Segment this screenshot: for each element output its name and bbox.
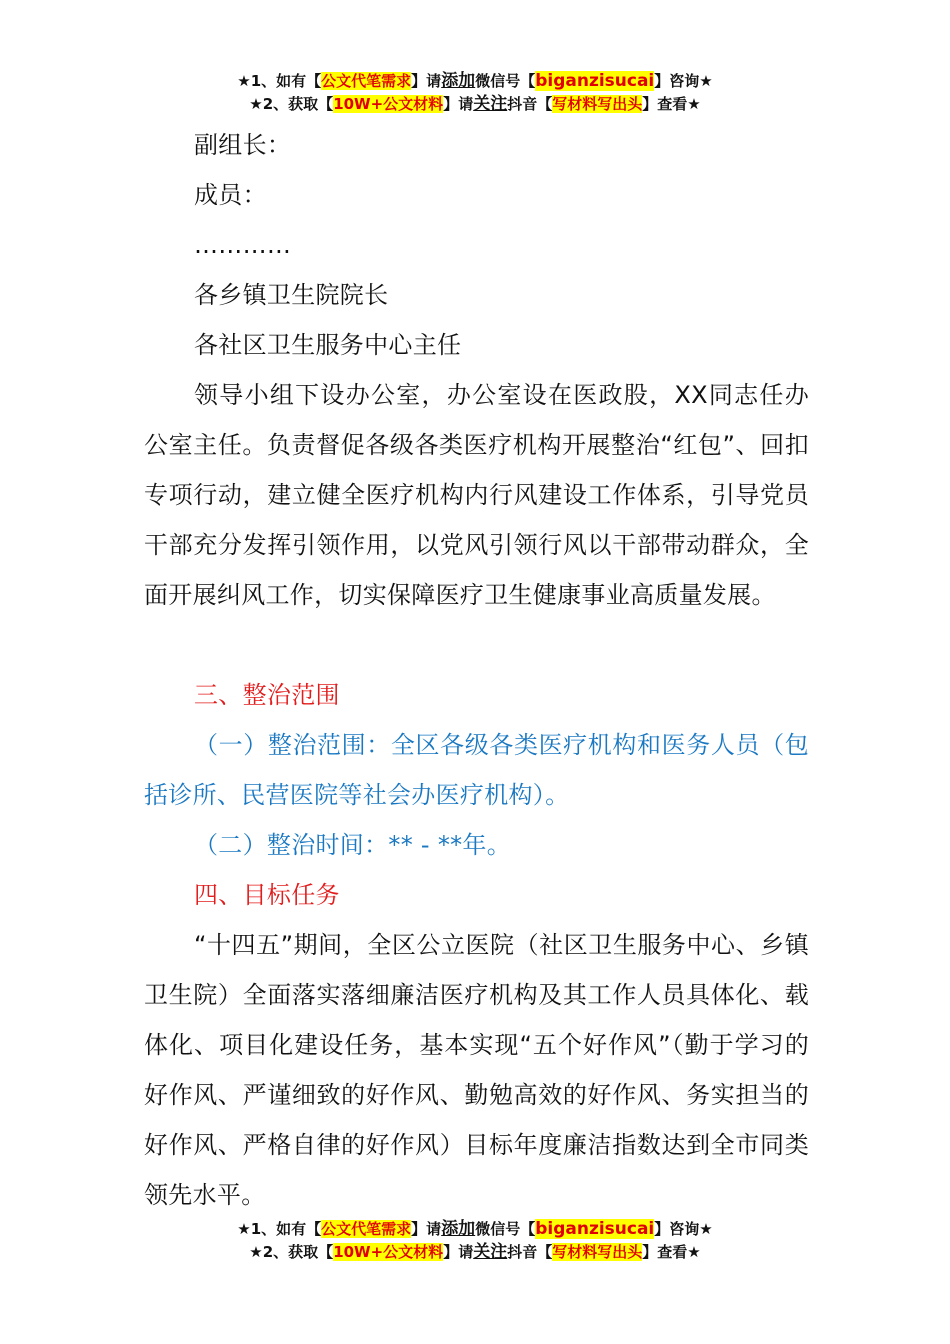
banner-text: 微信号【 [475, 72, 536, 90]
banner-text: 微信号【 [475, 1220, 536, 1238]
banner-highlight: 写材料写出头 [552, 95, 643, 113]
banner-text: 】查看★ [642, 1243, 701, 1261]
line-township-heads: 各乡镇卫生院院长 [194, 281, 389, 309]
banner-text: 】请 [411, 1220, 442, 1238]
banner-underlined: 关注 [473, 94, 508, 114]
banner-underlined: 添加 [441, 1219, 476, 1239]
line-community-heads: 各社区卫生服务中心主任 [194, 331, 462, 359]
banner-highlight: 公文代笔需求 [321, 72, 412, 90]
line-ellipsis: ………… [194, 231, 292, 259]
subheading-time: （二）整治时间：** - **年。 [194, 831, 512, 859]
banner-text: ★2、获取【 [249, 1243, 334, 1261]
banner-line-2 [0, 93, 950, 116]
top-banner [0, 70, 950, 116]
heading-goals: 四、目标任务 [194, 881, 340, 909]
banner-text: 】咨询★ [654, 72, 713, 90]
subheading-scope: （一）整治范围：全区各级各类医疗机构和医务人员（包括诊所、民营医院等社会办医疗机构）。 [144, 731, 809, 809]
banner-text: ★1、如有【 [237, 72, 322, 90]
line-members: 成员： [194, 181, 267, 209]
line-deputy-leader: 副组长： [194, 131, 292, 159]
banner-underlined: 关注 [473, 1242, 508, 1262]
banner-highlight: 10W+公文材料 [333, 95, 444, 113]
banner-text: 抖音【 [507, 95, 553, 113]
banner-underlined: 添加 [441, 71, 476, 91]
banner-text: 抖音【 [507, 1243, 553, 1261]
banner-text: 】请 [411, 72, 442, 90]
banner-line-1 [0, 70, 950, 93]
banner-highlight: 公文代笔需求 [321, 1220, 412, 1238]
heading-scope: 三、整治范围 [194, 681, 340, 709]
paragraph-office: 领导小组下设办公室，办公室设在医政股，XX同志任办公室主任。负责督促各级各类医疗机构开展整治“红包”、回扣专项行动，建立健全医疗机构内行风建设工作体系，引导党员干部充分发挥引领作用，以党风引领行风以干部带动群众，全面开展纠风工作，切实保障医疗卫生健康事业高质量发展。 [144, 381, 809, 609]
banner-wechat-id: biganzisucai [535, 71, 655, 91]
bottom-banner [0, 1218, 950, 1264]
banner-wechat-id: biganzisucai [535, 1219, 655, 1239]
banner-text: 】咨询★ [654, 1220, 713, 1238]
banner-text: ★1、如有【 [237, 1220, 322, 1238]
paragraph-goals: “十四五”期间，全区公立医院（社区卫生服务中心、乡镇卫生院）全面落实落细廉洁医疗机构及其工作人员具体化、载体化、项目化建设任务，基本实现“五个好作风”（勤于学习的好作风、严谨细致的好作风、勤勉高效的好作风、务实担当的好作风、严格自律的好作风）目标年度廉洁指数达到全市同类领先水平。 [144, 931, 809, 1209]
banner-text: 】查看★ [642, 95, 701, 113]
banner-highlight: 写材料写出头 [552, 1243, 643, 1261]
banner-text: ★2、获取【 [249, 95, 334, 113]
banner-line-2 [0, 1241, 950, 1264]
banner-highlight: 10W+公文材料 [333, 1243, 444, 1261]
banner-text: 】请 [443, 95, 474, 113]
banner-text: 】请 [443, 1243, 474, 1261]
banner-line-1 [0, 1218, 950, 1241]
